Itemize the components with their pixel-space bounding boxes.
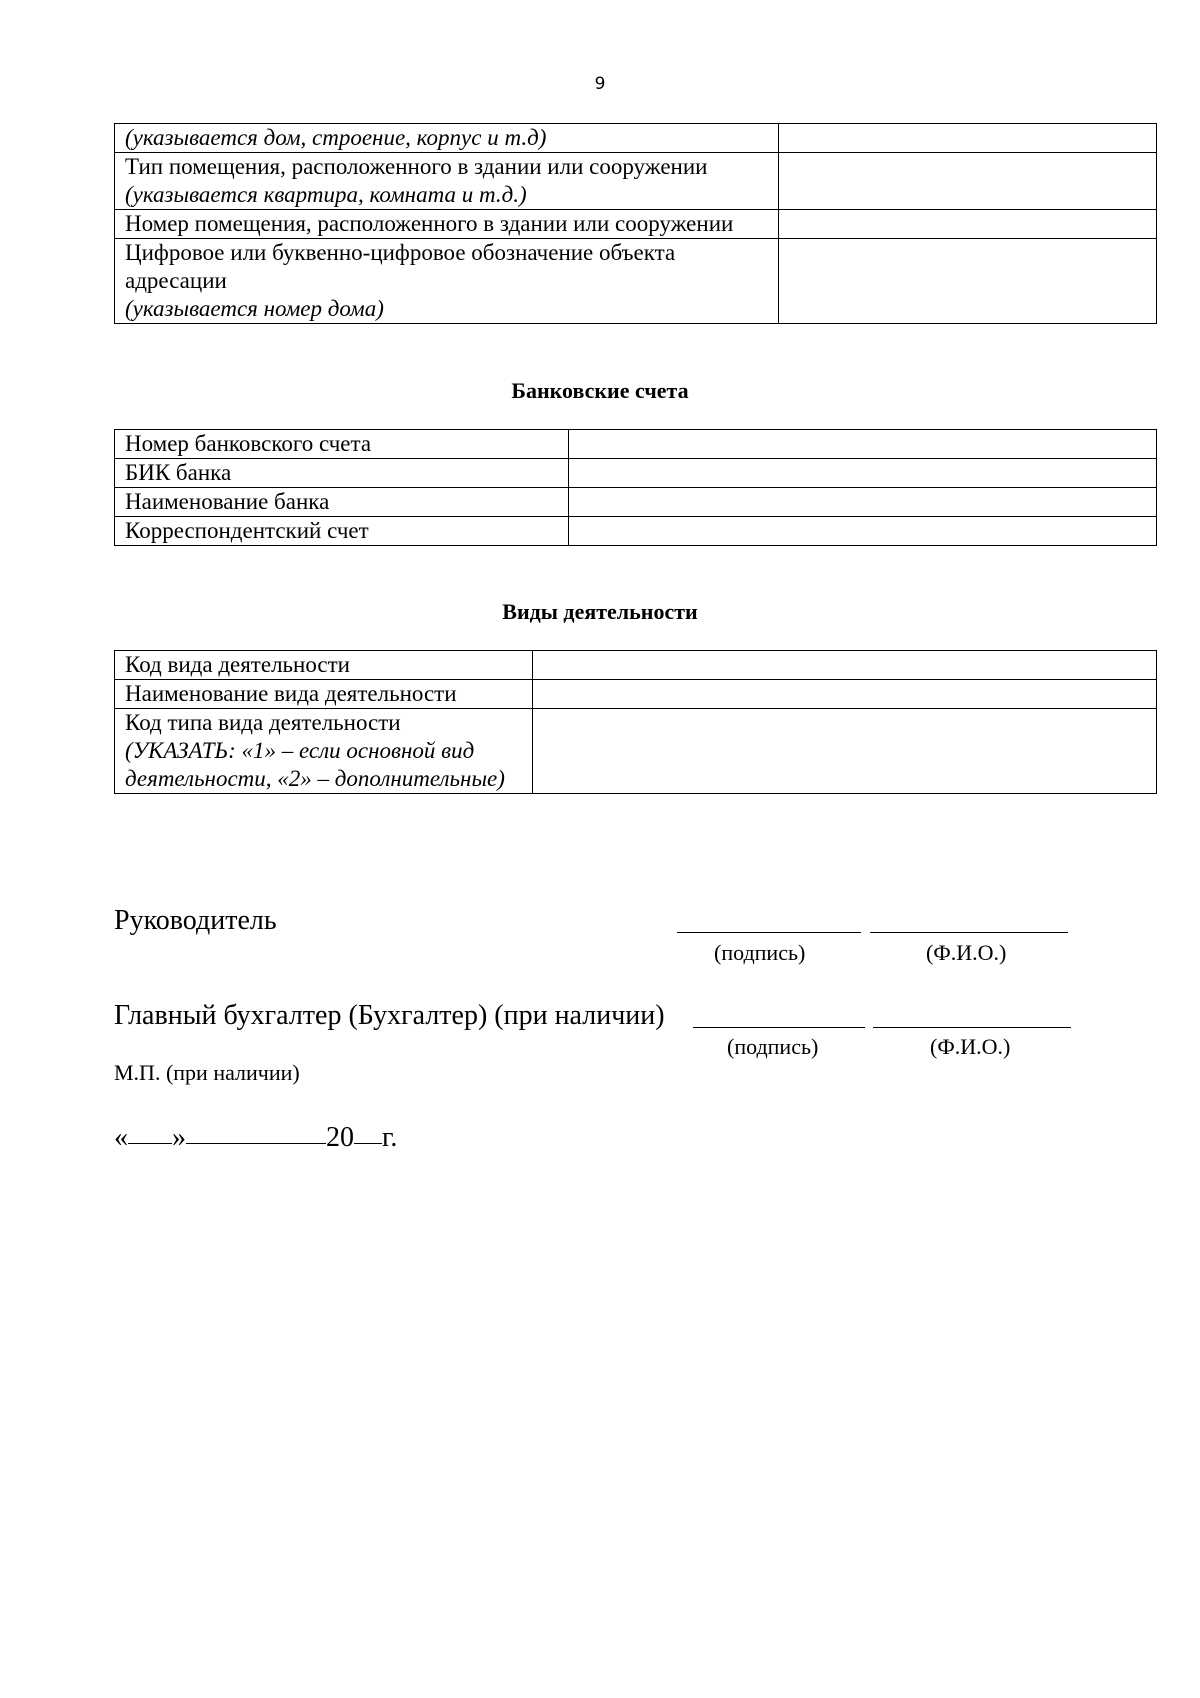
value-cell[interactable] xyxy=(569,517,1157,546)
chief-name-line[interactable] xyxy=(873,1027,1071,1028)
activities-heading: Виды деятельности xyxy=(502,599,698,624)
row-hint: (указывается квартира, комната и т.д.) xyxy=(125,182,527,207)
bank-accounts-table xyxy=(114,429,1157,546)
value-cell[interactable] xyxy=(779,153,1157,210)
page-number: 9 xyxy=(594,74,606,94)
row-label xyxy=(115,709,533,794)
row-label: Наименование вида деятельности xyxy=(115,680,533,709)
date-day-field[interactable] xyxy=(128,1143,172,1144)
stamp-label: М.П. (при наличии) xyxy=(114,1060,300,1085)
table-row xyxy=(115,517,1157,546)
date-year-field[interactable] xyxy=(354,1143,382,1144)
row-label: БИК банка xyxy=(115,459,569,488)
row-label xyxy=(115,210,779,239)
value-cell[interactable] xyxy=(569,430,1157,459)
value-cell[interactable] xyxy=(569,459,1157,488)
date-year-prefix: 20 xyxy=(326,1122,354,1153)
row-label: Корреспондентский счет xyxy=(115,517,569,546)
table-row xyxy=(115,153,1157,210)
date-suffix: г. xyxy=(382,1122,398,1153)
table-row xyxy=(115,709,1157,794)
row-label xyxy=(115,153,779,210)
chief-accountant-label: Главный бухгалтер (Бухгалтер) (при наличии) xyxy=(114,1000,665,1031)
table-row xyxy=(115,210,1157,239)
table-row xyxy=(115,124,1157,153)
head-signature-line[interactable] xyxy=(677,932,861,933)
value-cell[interactable] xyxy=(779,239,1157,324)
row-hint: (указывается дом, строение, корпус и т.д) xyxy=(125,125,547,150)
head-name-caption: (Ф.И.О.) xyxy=(926,940,1007,965)
activities-table xyxy=(114,650,1157,794)
row-label xyxy=(115,239,779,324)
row-text: Цифровое или буквенно-цифровое обозначение объекта адресации xyxy=(125,240,676,293)
row-label xyxy=(115,124,779,153)
row-text: Код типа вида деятельности xyxy=(125,710,401,735)
date-quote-open: « xyxy=(114,1122,128,1153)
address-table xyxy=(114,123,1157,324)
chief-signature-line[interactable] xyxy=(693,1027,865,1028)
table-row xyxy=(115,239,1157,324)
table-row xyxy=(115,651,1157,680)
chief-signature-caption: (подпись) xyxy=(727,1034,819,1059)
date-line xyxy=(114,1122,397,1154)
table-row xyxy=(115,459,1157,488)
head-name-line[interactable] xyxy=(870,932,1068,933)
value-cell[interactable] xyxy=(533,709,1157,794)
head-label: Руководитель xyxy=(114,905,277,936)
row-text: Номер помещения, расположенного в здании или сооружении xyxy=(125,211,734,236)
row-hint: (указывается номер дома) xyxy=(125,296,384,321)
value-cell[interactable] xyxy=(779,210,1157,239)
row-hint: (УКАЗАТЬ: «1» – если основной вид деятельности, «2» – дополнительные) xyxy=(125,738,505,791)
date-quote-close: » xyxy=(172,1122,186,1153)
value-cell[interactable] xyxy=(533,680,1157,709)
table-row xyxy=(115,430,1157,459)
chief-name-caption: (Ф.И.О.) xyxy=(930,1034,1011,1059)
value-cell[interactable] xyxy=(779,124,1157,153)
head-signature-caption: (подпись) xyxy=(714,940,806,965)
table-row xyxy=(115,488,1157,517)
value-cell[interactable] xyxy=(533,651,1157,680)
row-text: Тип помещения, расположенного в здании или сооружении xyxy=(125,154,708,179)
value-cell[interactable] xyxy=(569,488,1157,517)
bank-accounts-heading: Банковские счета xyxy=(511,378,689,403)
row-label: Номер банковского счета xyxy=(115,430,569,459)
table-row xyxy=(115,680,1157,709)
row-label: Код вида деятельности xyxy=(115,651,533,680)
row-label: Наименование банка xyxy=(115,488,569,517)
date-month-field[interactable] xyxy=(186,1143,326,1144)
